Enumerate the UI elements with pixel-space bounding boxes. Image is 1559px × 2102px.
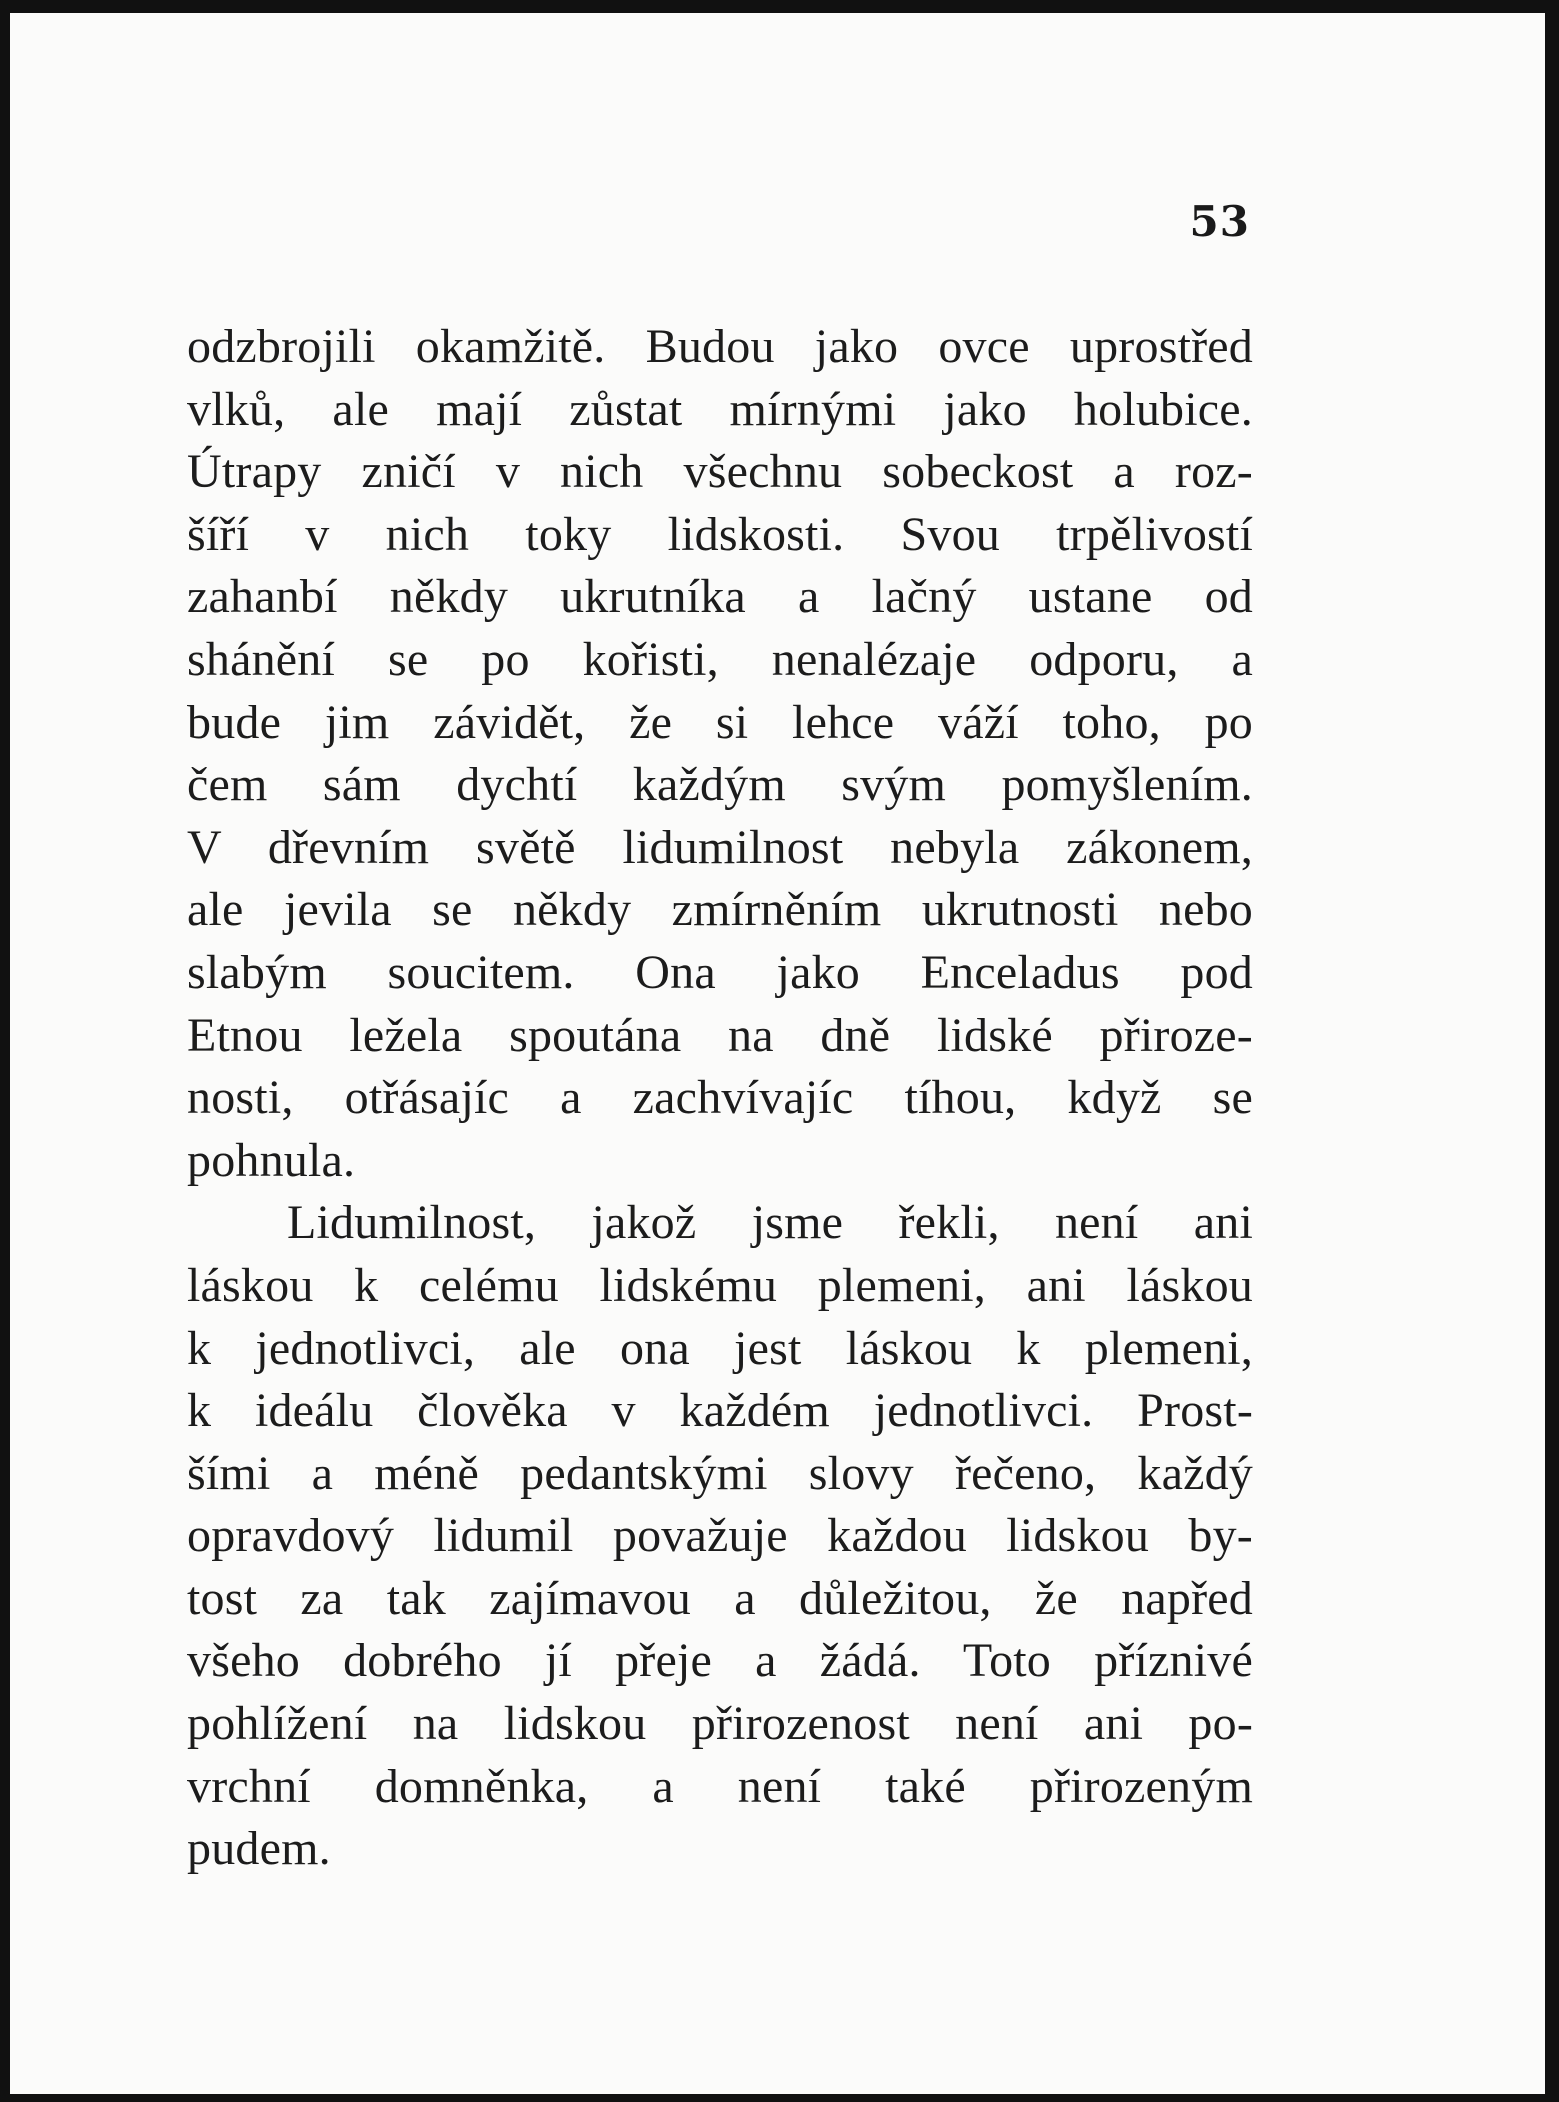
text-line: shánění se po kořisti, nenalézaje odporu, a [187, 632, 1253, 686]
text-line: bude jim závidět, že si lehce váží toho, po [187, 695, 1253, 749]
text-line: Etnou ležela spoutána na dně lidské přiroze- [187, 1008, 1253, 1062]
paragraph-2 [187, 1192, 1253, 1881]
text-line: vlků, ale mají zůstat mírnými jako holubice. [187, 382, 1253, 436]
text-line: k ideálu člověka v každém jednotlivci. Prost- [187, 1384, 1253, 1438]
text-line: V dřevním světě lidumilnost nebyla zákonem, [187, 820, 1253, 874]
text-line: láskou k celému lidskému plemeni, ani láskou [187, 1258, 1253, 1312]
text-line: šími a méně pedantskými slovy řečeno, každý [187, 1446, 1253, 1500]
body-text [187, 316, 1253, 1881]
text-line: ale jevila se někdy zmírněním ukrutnosti nebo [187, 883, 1253, 937]
text-line: pohlížení na lidskou přirozenost není ani po- [187, 1697, 1253, 1751]
text-line: zahanbí někdy ukrutníka a lačný ustane od [187, 570, 1253, 624]
text-line: pudem. [187, 1822, 331, 1876]
paragraph-1 [187, 316, 1253, 1192]
text-line: všeho dobrého jí přeje a žádá. Toto příznivé [187, 1634, 1253, 1688]
text-line: opravdový lidumil považuje každou lidskou by- [187, 1509, 1253, 1563]
text-line: pohnula. [187, 1133, 356, 1187]
page-number: 53 [1189, 197, 1250, 246]
text-line: Útrapy zničí v nich všechnu sobeckost a roz- [187, 445, 1253, 499]
text-line: nosti, otřásajíc a zachvívajíc tíhou, když se [187, 1071, 1253, 1125]
text-line: slabým soucitem. Ona jako Enceladus pod [187, 945, 1253, 999]
text-line: tost za tak zajímavou a důležitou, že napřed [187, 1571, 1253, 1625]
text-line: šíří v nich toky lidskosti. Svou trpělivostí [187, 507, 1253, 561]
text-line: odzbrojili okamžitě. Budou jako ovce uprostřed [187, 320, 1253, 373]
text-line: čem sám dychtí každým svým pomyšlením. [187, 758, 1253, 812]
text-line: vrchní domněnka, a není také přirozeným [187, 1759, 1253, 1813]
text-line: k jednotlivci, ale ona jest láskou k plemeni, [187, 1321, 1253, 1375]
text-line: Lidumilnost, jakož jsme řekli, není ani [287, 1196, 1253, 1250]
